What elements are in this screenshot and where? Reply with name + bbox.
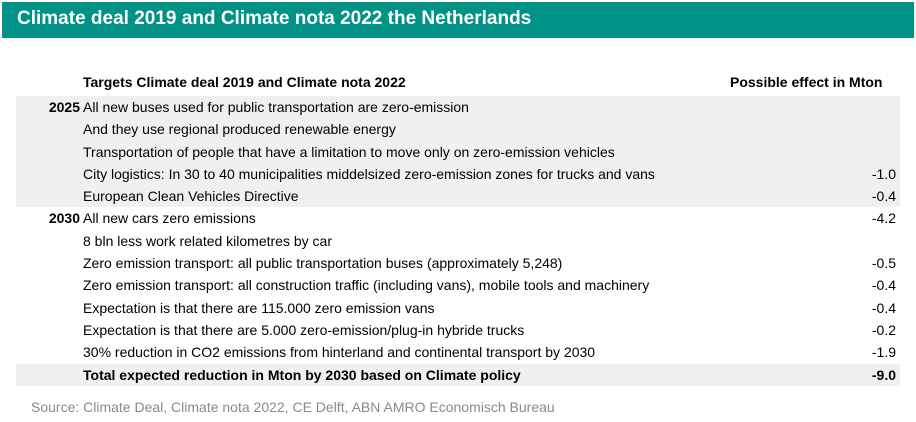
page-title: Climate deal 2019 and Climate nota 2022 the Netherlands [17,8,532,29]
row-value: -0.4 [871,299,896,316]
row-description: City logistics: In 30 to 40 municipalities middelsized zero-emission zones for trucks and vans [83,165,655,182]
table-row [16,96,900,118]
row-year: 2025 [48,99,80,115]
title-bar [2,2,914,38]
row-year: 2030 [48,210,80,227]
row-description: Zero emission transport: all construction traffic (including vans), mobile tools and machinery [83,277,650,294]
row-value: -0.2 [871,321,896,338]
row-description: Expectation is that there are 115.000 zero emission vans [83,299,435,316]
row-value: -4.2 [871,210,896,227]
table-row [16,319,900,341]
total-description: Total expected reduction in Mton by 2030 based on Climate policy [83,366,521,383]
row-description: Expectation is that there are 5.000 zero-emission/plug-in hybride trucks [83,321,525,338]
row-description: Transportation of people that have a limitation to move only on zero-emission vehicles [83,143,615,160]
row-description: 30% reduction in CO2 emissions from hinterland and continental transport by 2030 [83,344,596,361]
row-value: -0.5 [871,255,896,272]
column-header-targets: Targets Climate deal 2019 and Climate nota 2022 [83,74,406,90]
row-description: Zero emission transport: all public transportation buses (approximately 5,248) [83,255,563,272]
table-row [16,252,900,274]
row-description: 8 bln less work related kilometres by car [83,232,332,249]
row-value: -0.4 [871,277,896,294]
total-value: -9.0 [871,366,896,383]
table-row [16,274,900,296]
column-header-effect: Possible effect in Mton [730,74,883,90]
table-row [16,141,900,163]
table-row [16,341,900,363]
row-value: -1.9 [871,344,896,361]
total-row [16,364,900,386]
table-row [16,207,900,229]
row-description: European Clean Vehicles Directive [83,188,299,205]
table-row [16,230,900,252]
table-row [16,118,900,140]
row-description: All new buses used for public transportation are zero-emission [83,99,469,115]
row-value: -0.4 [871,188,896,205]
row-value: -1.0 [871,165,896,182]
table-row [16,185,900,207]
targets-table [16,96,900,386]
row-description: And they use regional produced renewable energy [83,121,396,138]
source-note: Source: Climate Deal, Climate nota 2022, CE Delft, ABN AMRO Economisch Bureau [31,399,555,415]
row-description: All new cars zero emissions [83,210,256,227]
table-row [16,163,900,185]
table-row [16,297,900,319]
